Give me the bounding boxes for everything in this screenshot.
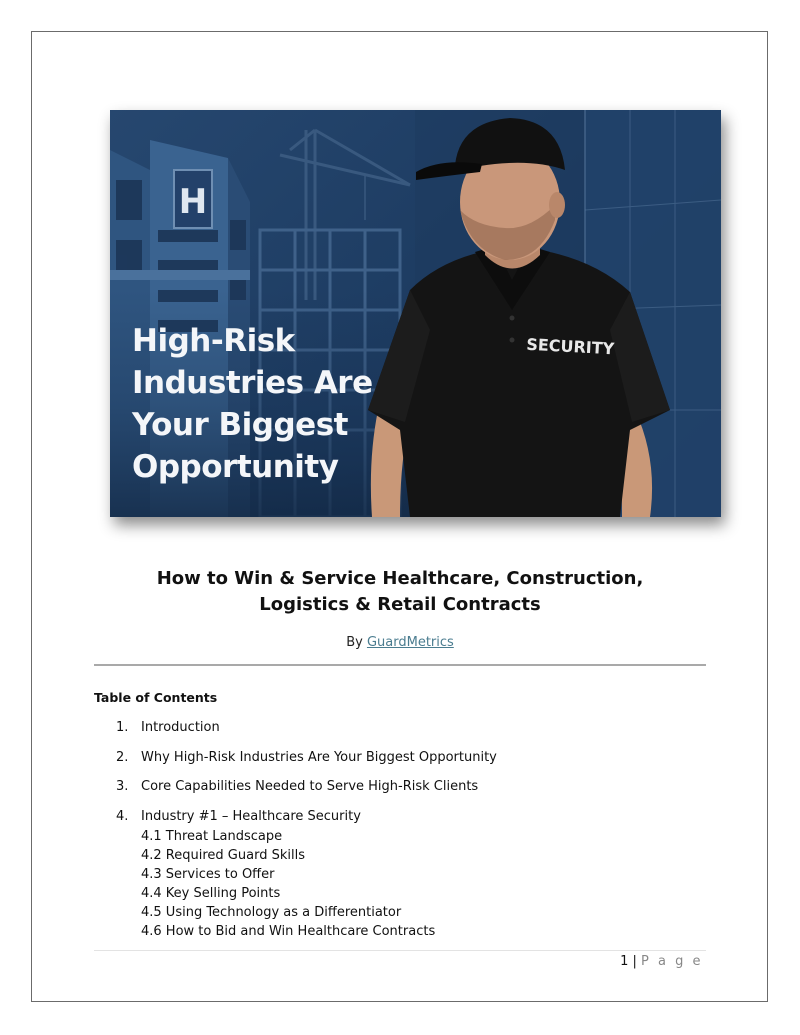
toc-subitem[interactable]: 4.6 How to Bid and Win Healthcare Contracts: [141, 923, 436, 939]
svg-text:SECURITY: SECURITY: [525, 334, 615, 359]
construction-crane-icon: [280, 130, 410, 300]
toc-item-introduction[interactable]: [116, 720, 497, 735]
document-title: [95, 566, 705, 618]
toc-item-core-capabilities[interactable]: [116, 779, 497, 794]
cover-title: [132, 320, 392, 488]
toc-item-label: Why High-Risk Industries Are Your Biggest Opportunity: [141, 749, 497, 765]
toc-item-number: 4.: [116, 808, 129, 824]
page-footer: [620, 954, 703, 969]
toc-item-label: Core Capabilities Needed to Serve High-Risk Clients: [141, 779, 479, 794]
page-word: P a g e: [641, 954, 703, 969]
byline-prefix: By: [346, 635, 363, 650]
toc-item-healthcare[interactable]: [116, 809, 497, 941]
toc-heading: Table of Contents: [94, 690, 218, 705]
toc-item-number: 2.: [116, 749, 129, 765]
author-link[interactable]: GuardMetrics: [366, 635, 454, 650]
divider: [94, 664, 706, 666]
cover-title-line: High-Risk: [132, 323, 295, 359]
toc-subitem[interactable]: 4.2 Required Guard Skills: [141, 847, 305, 863]
toc-subitems: [141, 827, 497, 941]
toc-item-number: 1.: [116, 720, 129, 735]
toc-item-label: Industry #1 – Healthcare Security: [141, 808, 361, 824]
document-title-line: Logistics & Retail Contracts: [259, 594, 541, 615]
cover-title-line: Industries Are: [132, 365, 373, 401]
page-number: 1: [620, 954, 629, 969]
toc-subitem[interactable]: 4.4 Key Selling Points: [141, 885, 281, 901]
toc-item-label: Introduction: [141, 720, 220, 735]
byline: [95, 635, 705, 650]
cover-image: [110, 110, 721, 517]
toc-subitem[interactable]: 4.3 Services to Offer: [141, 866, 275, 882]
document-title-line: How to Win & Service Healthcare, Construction,: [156, 568, 644, 589]
toc-subitem[interactable]: 4.1 Threat Landscape: [141, 828, 283, 844]
cover-title-line: Your Biggest: [132, 407, 348, 443]
footer-divider: [94, 950, 706, 951]
table-of-contents: [116, 720, 497, 955]
svg-text:H: H: [178, 182, 208, 222]
toc-item-number: 3.: [116, 779, 129, 794]
page-separator: |: [632, 954, 637, 969]
cover-title-line: Opportunity: [132, 449, 339, 485]
toc-subitem[interactable]: 4.5 Using Technology as a Differentiator: [141, 904, 402, 920]
toc-item-opportunity[interactable]: [116, 750, 497, 765]
